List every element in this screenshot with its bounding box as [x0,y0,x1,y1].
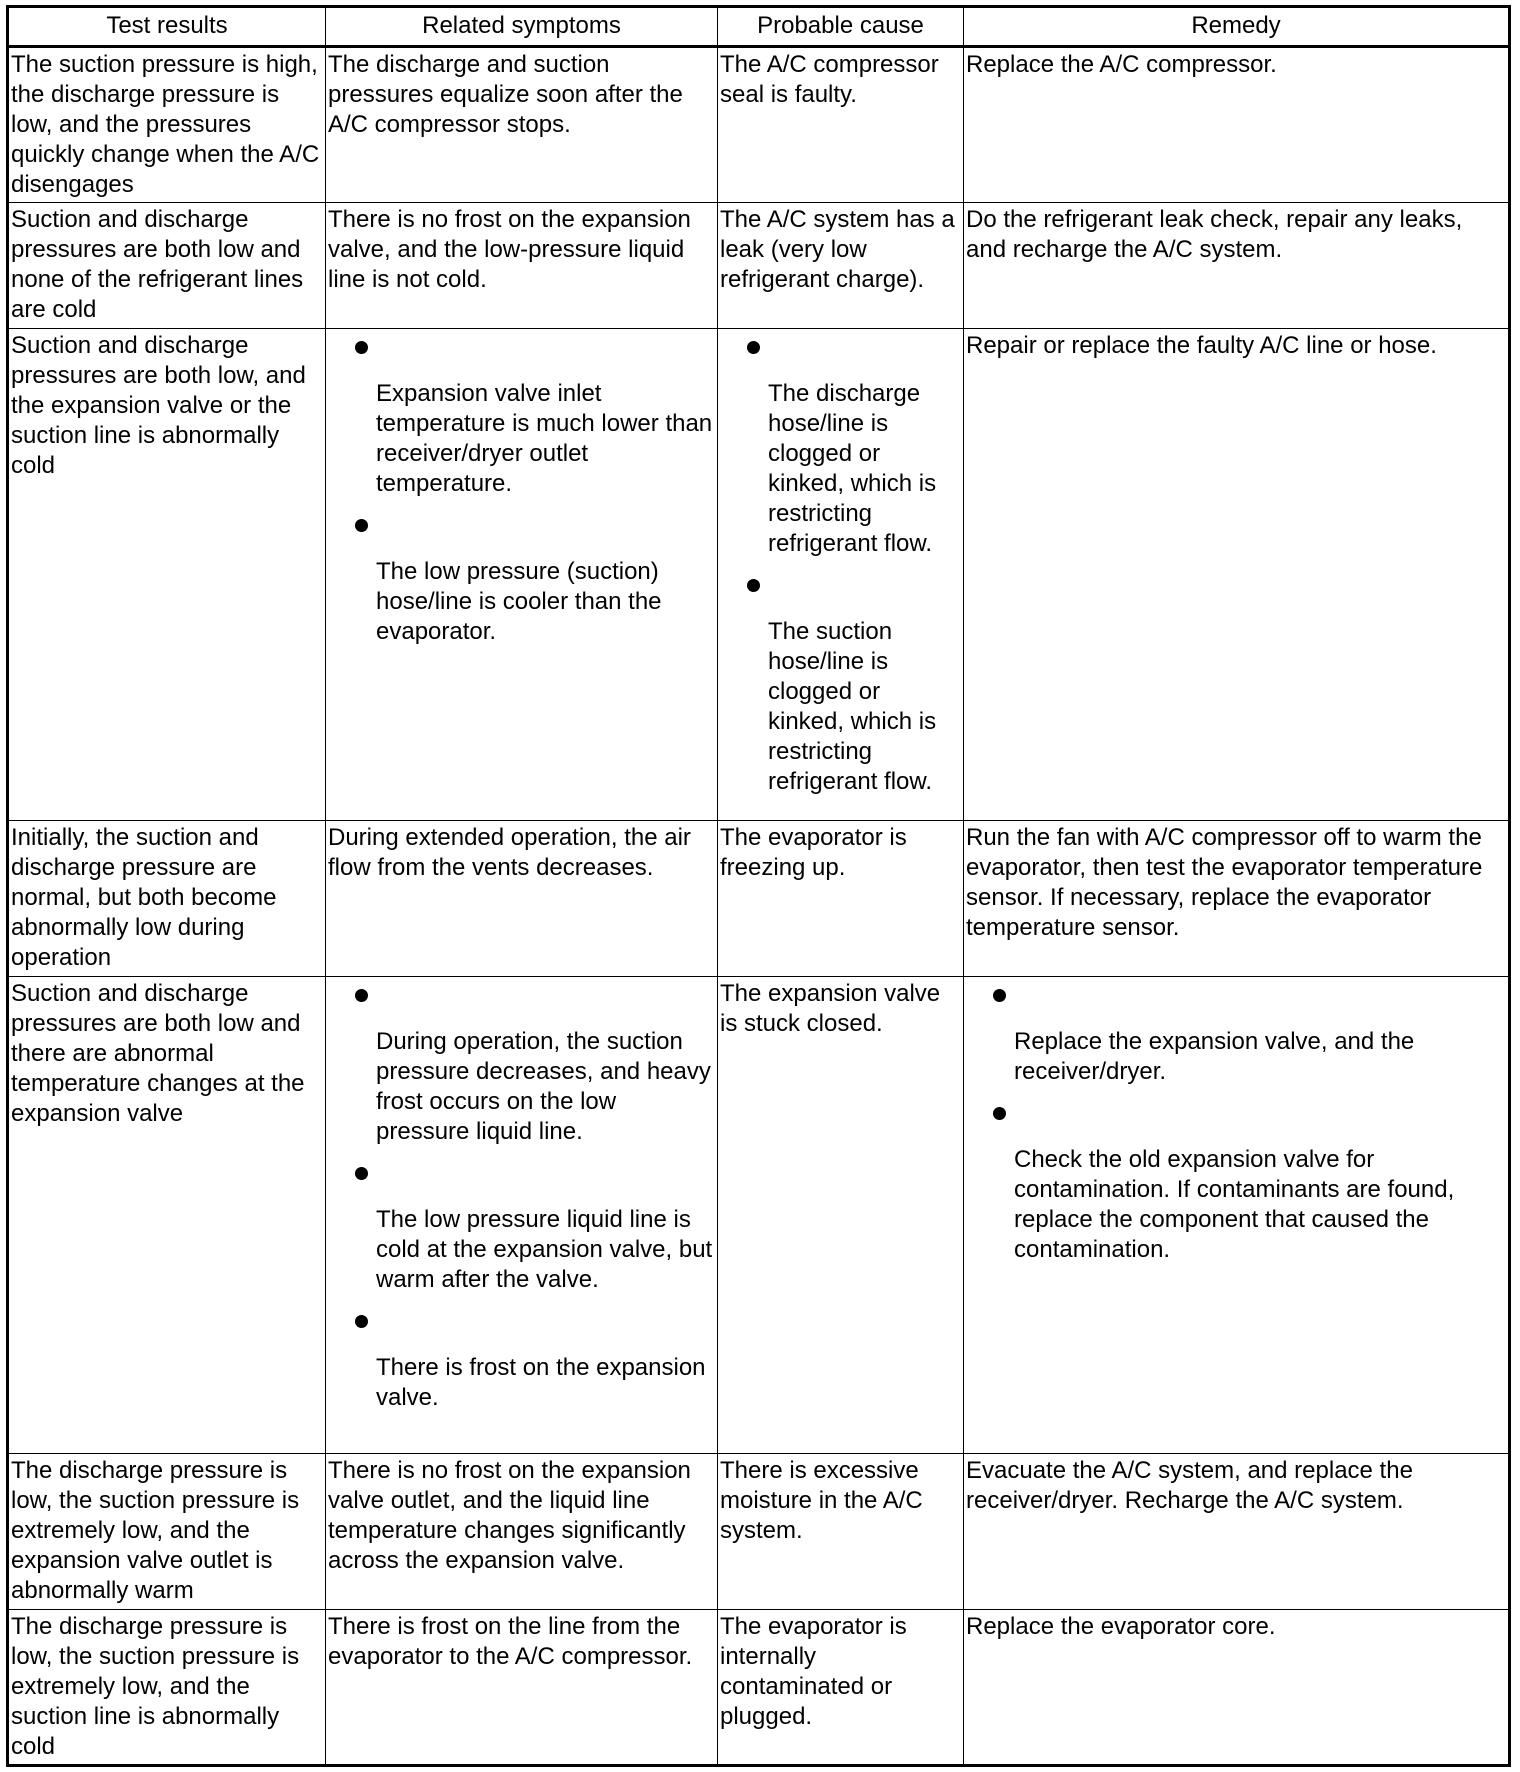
symptom-text: The low pressure (suction) hose/line is cooler than the evaporator. [376,558,662,645]
remedy-cell: Run the fan with A/C compressor off to warm the evaporator, then test the evaporator temperature sensor. If necessary, replace the evaporator temperature sensor. [964,821,1510,977]
symptom-cell: There is frost on the line from the evaporator to the A/C compressor. [326,1610,718,1766]
test-result-cell: Suction and discharge pressures are both low, and the expansion valve or the suction line is abnormally cold [8,329,326,821]
cause-cell: There is excessive moisture in the A/C system. [718,1454,964,1610]
remedy-cell: Replace the evaporator core. [964,1610,1510,1766]
bullet-icon [355,341,368,354]
bullet-icon [355,1167,368,1180]
test-result-cell: Suction and discharge pressures are both low and there are abnormal temperature changes at the expansion valve [8,977,326,1454]
table-row [8,203,1510,329]
cause-cell: The A/C compressor seal is faulty. [718,47,964,203]
bullet-icon [747,579,760,592]
remedy-text: Check the old expansion valve for contamination. If contaminants are found, replace the component that caused the contamination. [1014,1146,1455,1263]
remedy-bullet-item [976,1107,1506,1265]
cause-bullet-item [730,341,961,559]
bullet-icon [355,519,368,532]
header-row [8,7,1510,47]
table-row [8,47,1510,203]
test-result-cell: The suction pressure is high, the discharge pressure is low, and the pressures quickly change when the A/C disengages [8,47,326,203]
table-row [8,1454,1510,1610]
header-remedy: Remedy [964,7,1510,47]
symptom-text: During operation, the suction pressure decreases, and heavy frost occurs on the low pressure liquid line. [376,1028,711,1145]
symptom-bullet-item [338,341,715,499]
symptom-cell [326,329,718,821]
remedy-cell: Evacuate the A/C system, and replace the receiver/dryer. Recharge the A/C system. [964,1454,1510,1610]
cause-cell: The evaporator is internally contaminated or plugged. [718,1610,964,1766]
symptom-cell: There is no frost on the expansion valve outlet, and the liquid line temperature changes significantly across the expansion valve. [326,1454,718,1610]
table-row [8,821,1510,977]
table-row [8,1610,1510,1766]
test-result-cell: The discharge pressure is low, the suction pressure is extremely low, and the suction line is abnormally cold [8,1610,326,1766]
bullet-icon [355,989,368,1002]
test-result-cell: The discharge pressure is low, the suction pressure is extremely low, and the expansion valve outlet is abnormally warm [8,1454,326,1610]
bullet-icon [747,341,760,354]
symptom-cell: There is no frost on the expansion valve, and the low-pressure liquid line is not cold. [326,203,718,329]
bullet-icon [993,989,1006,1002]
test-result-cell: Initially, the suction and discharge pressure are normal, but both become abnormally low during operation [8,821,326,977]
table-row [8,977,1510,1454]
cause-bullet-item [730,579,961,797]
cause-cell: The expansion valve is stuck closed. [718,977,964,1454]
cause-text: The discharge hose/line is clogged or kinked, which is restricting refrigerant flow. [768,380,937,557]
symptom-bullet-item [338,519,715,647]
table-row [8,329,1510,821]
bullet-icon [993,1107,1006,1120]
remedy-cell: Do the refrigerant leak check, repair any leaks, and recharge the A/C system. [964,203,1510,329]
cause-list [720,341,961,797]
test-result-cell: Suction and discharge pressures are both low and none of the refrigerant lines are cold [8,203,326,329]
cause-text: The suction hose/line is clogged or kinked, which is restricting refrigerant flow. [768,618,937,795]
symptom-cell [326,977,718,1454]
remedy-cell: Repair or replace the faulty A/C line or hose. [964,329,1510,821]
symptom-text: Expansion valve inlet temperature is much lower than receiver/dryer outlet temperature. [376,380,713,497]
cause-cell: The A/C system has a leak (very low refrigerant charge). [718,203,964,329]
remedy-text: Replace the expansion valve, and the receiver/dryer. [1014,1028,1415,1085]
remedy-list [966,989,1506,1265]
header-related-symptoms: Related symptoms [326,7,718,47]
symptom-cell: The discharge and suction pressures equalize soon after the A/C compressor stops. [326,47,718,203]
symptom-bullet-item [338,1315,715,1413]
cause-cell: The evaporator is freezing up. [718,821,964,977]
symptom-cell: During extended operation, the air flow from the vents decreases. [326,821,718,977]
symptom-text: There is frost on the expansion valve. [376,1354,706,1411]
symptom-bullet-item [338,1167,715,1295]
diagnosis-table [6,5,1511,1767]
symptom-list [328,989,715,1413]
symptom-text: The low pressure liquid line is cold at the expansion valve, but warm after the valve. [376,1206,713,1293]
remedy-cell [964,977,1510,1454]
symptom-list [328,341,715,647]
cause-cell [718,329,964,821]
bullet-icon [355,1315,368,1328]
remedy-bullet-item [976,989,1506,1087]
symptom-bullet-item [338,989,715,1147]
header-test-results: Test results [8,7,326,47]
diagnosis-table-container [6,5,1508,1767]
remedy-cell: Replace the A/C compressor. [964,47,1510,203]
header-probable-cause: Probable cause [718,7,964,47]
